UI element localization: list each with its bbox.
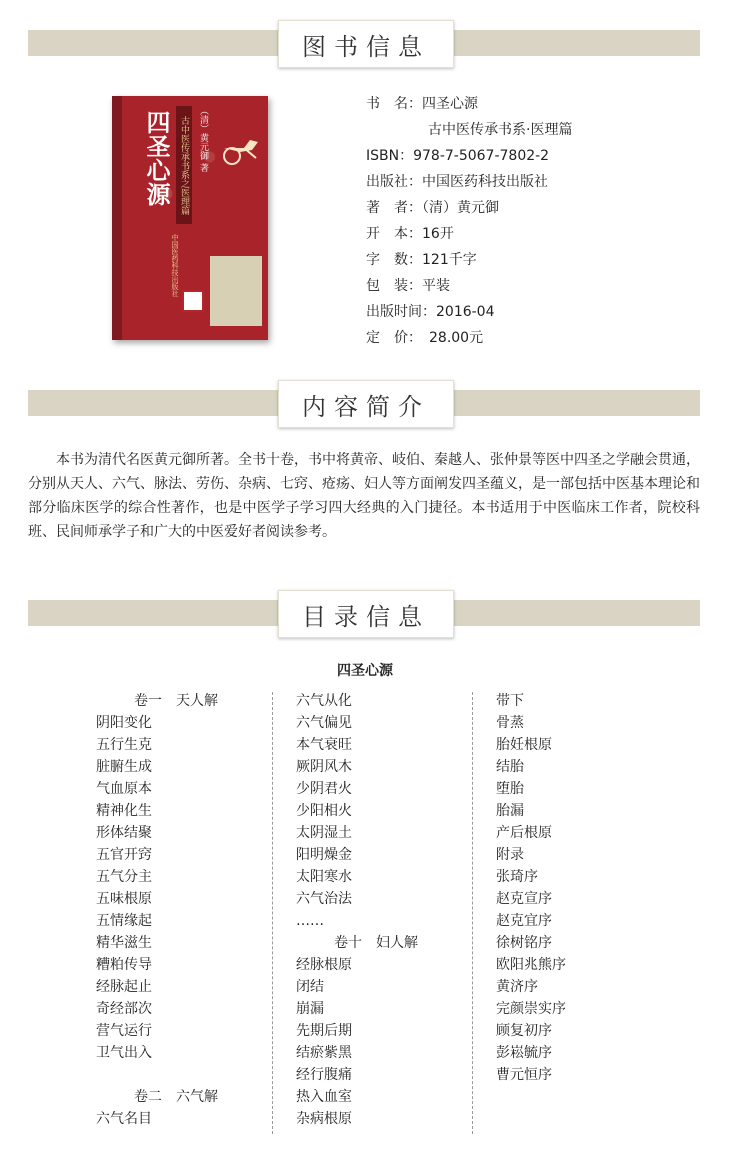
- toc-item: 经脉起止: [96, 979, 152, 995]
- toc-item: 黄济序: [496, 979, 538, 995]
- toc-item: 脏腑生成: [96, 759, 152, 775]
- toc-column-2: [296, 690, 466, 1130]
- book-info-list: [366, 91, 696, 351]
- toc-item: 经脉根原: [296, 957, 352, 973]
- toc-item: 太阳寒水: [296, 869, 352, 885]
- toc-item: 胎漏: [496, 803, 524, 819]
- section-title-book-info: 图书信息: [278, 20, 454, 68]
- toc-item: 徐树铭序: [496, 935, 552, 951]
- toc-item: 五官开窍: [96, 847, 152, 863]
- toc-item: 带下: [496, 693, 524, 709]
- toc-item: 阳明燥金: [296, 847, 352, 863]
- toc-item: 杂病根原: [296, 1111, 352, 1127]
- toc-item: 彭崧毓序: [496, 1045, 552, 1061]
- section-title-toc: 目录信息: [278, 590, 454, 638]
- toc-item: 少阳相火: [296, 803, 352, 819]
- toc-divider: [472, 692, 473, 1134]
- toc-item: 气血原本: [96, 781, 152, 797]
- toc-item: 先期后期: [296, 1023, 352, 1039]
- toc-item: 热入血室: [296, 1089, 352, 1105]
- cover-text-panel: [210, 256, 262, 326]
- cover-series: 古中医传承书系之医理篇: [176, 106, 192, 224]
- book-publisher-line: 出版社：中国医药科技出版社: [366, 174, 548, 190]
- toc-volume-heading: 卷一 天人解: [134, 693, 218, 709]
- toc-item: 精神化生: [96, 803, 152, 819]
- toc-item: 奇经部次: [96, 1001, 152, 1017]
- toc-item: 完颜崇实序: [496, 1001, 566, 1017]
- toc-item: 五气分主: [96, 869, 152, 885]
- toc-item: 堕胎: [496, 781, 524, 797]
- toc-item: 曹元恒序: [496, 1067, 552, 1083]
- toc-item: 产后根原: [496, 825, 552, 841]
- book-series-line: 古中医传承书系·医理篇: [428, 122, 573, 138]
- toc-item: 五行生克: [96, 737, 152, 753]
- toc-item: 欧阳兆熊序: [496, 957, 566, 973]
- toc-item: 糟粕传导: [96, 957, 152, 973]
- book-price-line: 定 价： 28.00元: [366, 330, 484, 346]
- toc-item: 形体结聚: [96, 825, 152, 841]
- toc-volume-heading: 卷十 妇人解: [334, 935, 418, 951]
- toc-item: 结胎: [496, 759, 524, 775]
- toc-item: 闭结: [296, 979, 324, 995]
- toc-column-1: [96, 690, 266, 1130]
- toc-item: 顾复初序: [496, 1023, 552, 1039]
- book-date-line: 出版时间：2016-04: [366, 304, 495, 320]
- toc-item: 卫气出入: [96, 1045, 152, 1061]
- toc-book-title: 四圣心源: [337, 663, 393, 679]
- toc-item: 赵克宣序: [496, 891, 552, 907]
- book-isbn-line: ISBN：978-7-5067-7802-2: [366, 148, 550, 164]
- toc-item: 阴阳变化: [96, 715, 152, 731]
- toc-item: 太阴湿土: [296, 825, 352, 841]
- toc-item: 六气从化: [296, 693, 352, 709]
- book-cover-image: [112, 96, 268, 340]
- content-intro-text: 本书为清代名医黄元御所著。全书十卷，书中将黄帝、岐伯、秦越人、张仲景等医中四圣之学融会贯通，分别从天人、六气、脉法、劳伤、杂病、七窍、疮疡、妇人等方面阐发四圣蕴义，是一部包括中医基本理论和部分临床医学的综合性著作，也是中医学子学习四大经典的入门捷径。本书适用于中医临床工作者，院校科班、民间师承学子和广大的中医爱好者阅读参考。: [28, 452, 700, 540]
- toc-item: 精华滋生: [96, 935, 152, 951]
- toc-item: 结瘀紫黑: [296, 1045, 352, 1061]
- cover-author: （清）黄元御 著: [198, 106, 208, 172]
- toc-item: 经行腹痛: [296, 1067, 352, 1083]
- section-title-content-intro: 内容简介: [278, 380, 454, 428]
- toc-item: 胎妊根原: [496, 737, 552, 753]
- toc-item: 五味根原: [96, 891, 152, 907]
- toc-item: 六气偏见: [296, 715, 352, 731]
- book-title-line: 书 名：四圣心源: [366, 96, 478, 112]
- toc-item: 少阴君火: [296, 781, 352, 797]
- toc-item: 五情缘起: [96, 913, 152, 929]
- cover-publisher-logo: [182, 290, 204, 312]
- chariot-icon: [220, 132, 260, 166]
- toc-item: 六气名目: [96, 1111, 152, 1127]
- book-author-line: 著 者：（清）黄元御: [366, 200, 499, 216]
- toc-item: 赵克宜序: [496, 913, 552, 929]
- cover-publisher: 中国医药科技出版社: [171, 234, 179, 297]
- toc-item: 骨蒸: [496, 715, 524, 731]
- toc-divider: [272, 692, 273, 1134]
- book-format-line: 开 本：16开: [366, 226, 454, 242]
- toc-item: 厥阴风木: [296, 759, 352, 775]
- book-binding-line: 包 装：平装: [366, 278, 450, 294]
- toc-item: 附录: [496, 847, 524, 863]
- toc-item: 崩漏: [296, 1001, 324, 1017]
- toc-item: 本气衰旺: [296, 737, 352, 753]
- book-words-line: 字 数：121千字: [366, 252, 477, 268]
- toc-column-3: [496, 690, 666, 1086]
- toc-volume-heading: 卷二 六气解: [134, 1089, 218, 1105]
- toc-item: 营气运行: [96, 1023, 152, 1039]
- cover-spine: [112, 96, 122, 340]
- toc-item: 六气治法: [296, 891, 352, 907]
- toc-item: 张琦序: [496, 869, 538, 885]
- cover-title: 四圣心源: [142, 110, 171, 206]
- toc-item: ……: [296, 913, 324, 929]
